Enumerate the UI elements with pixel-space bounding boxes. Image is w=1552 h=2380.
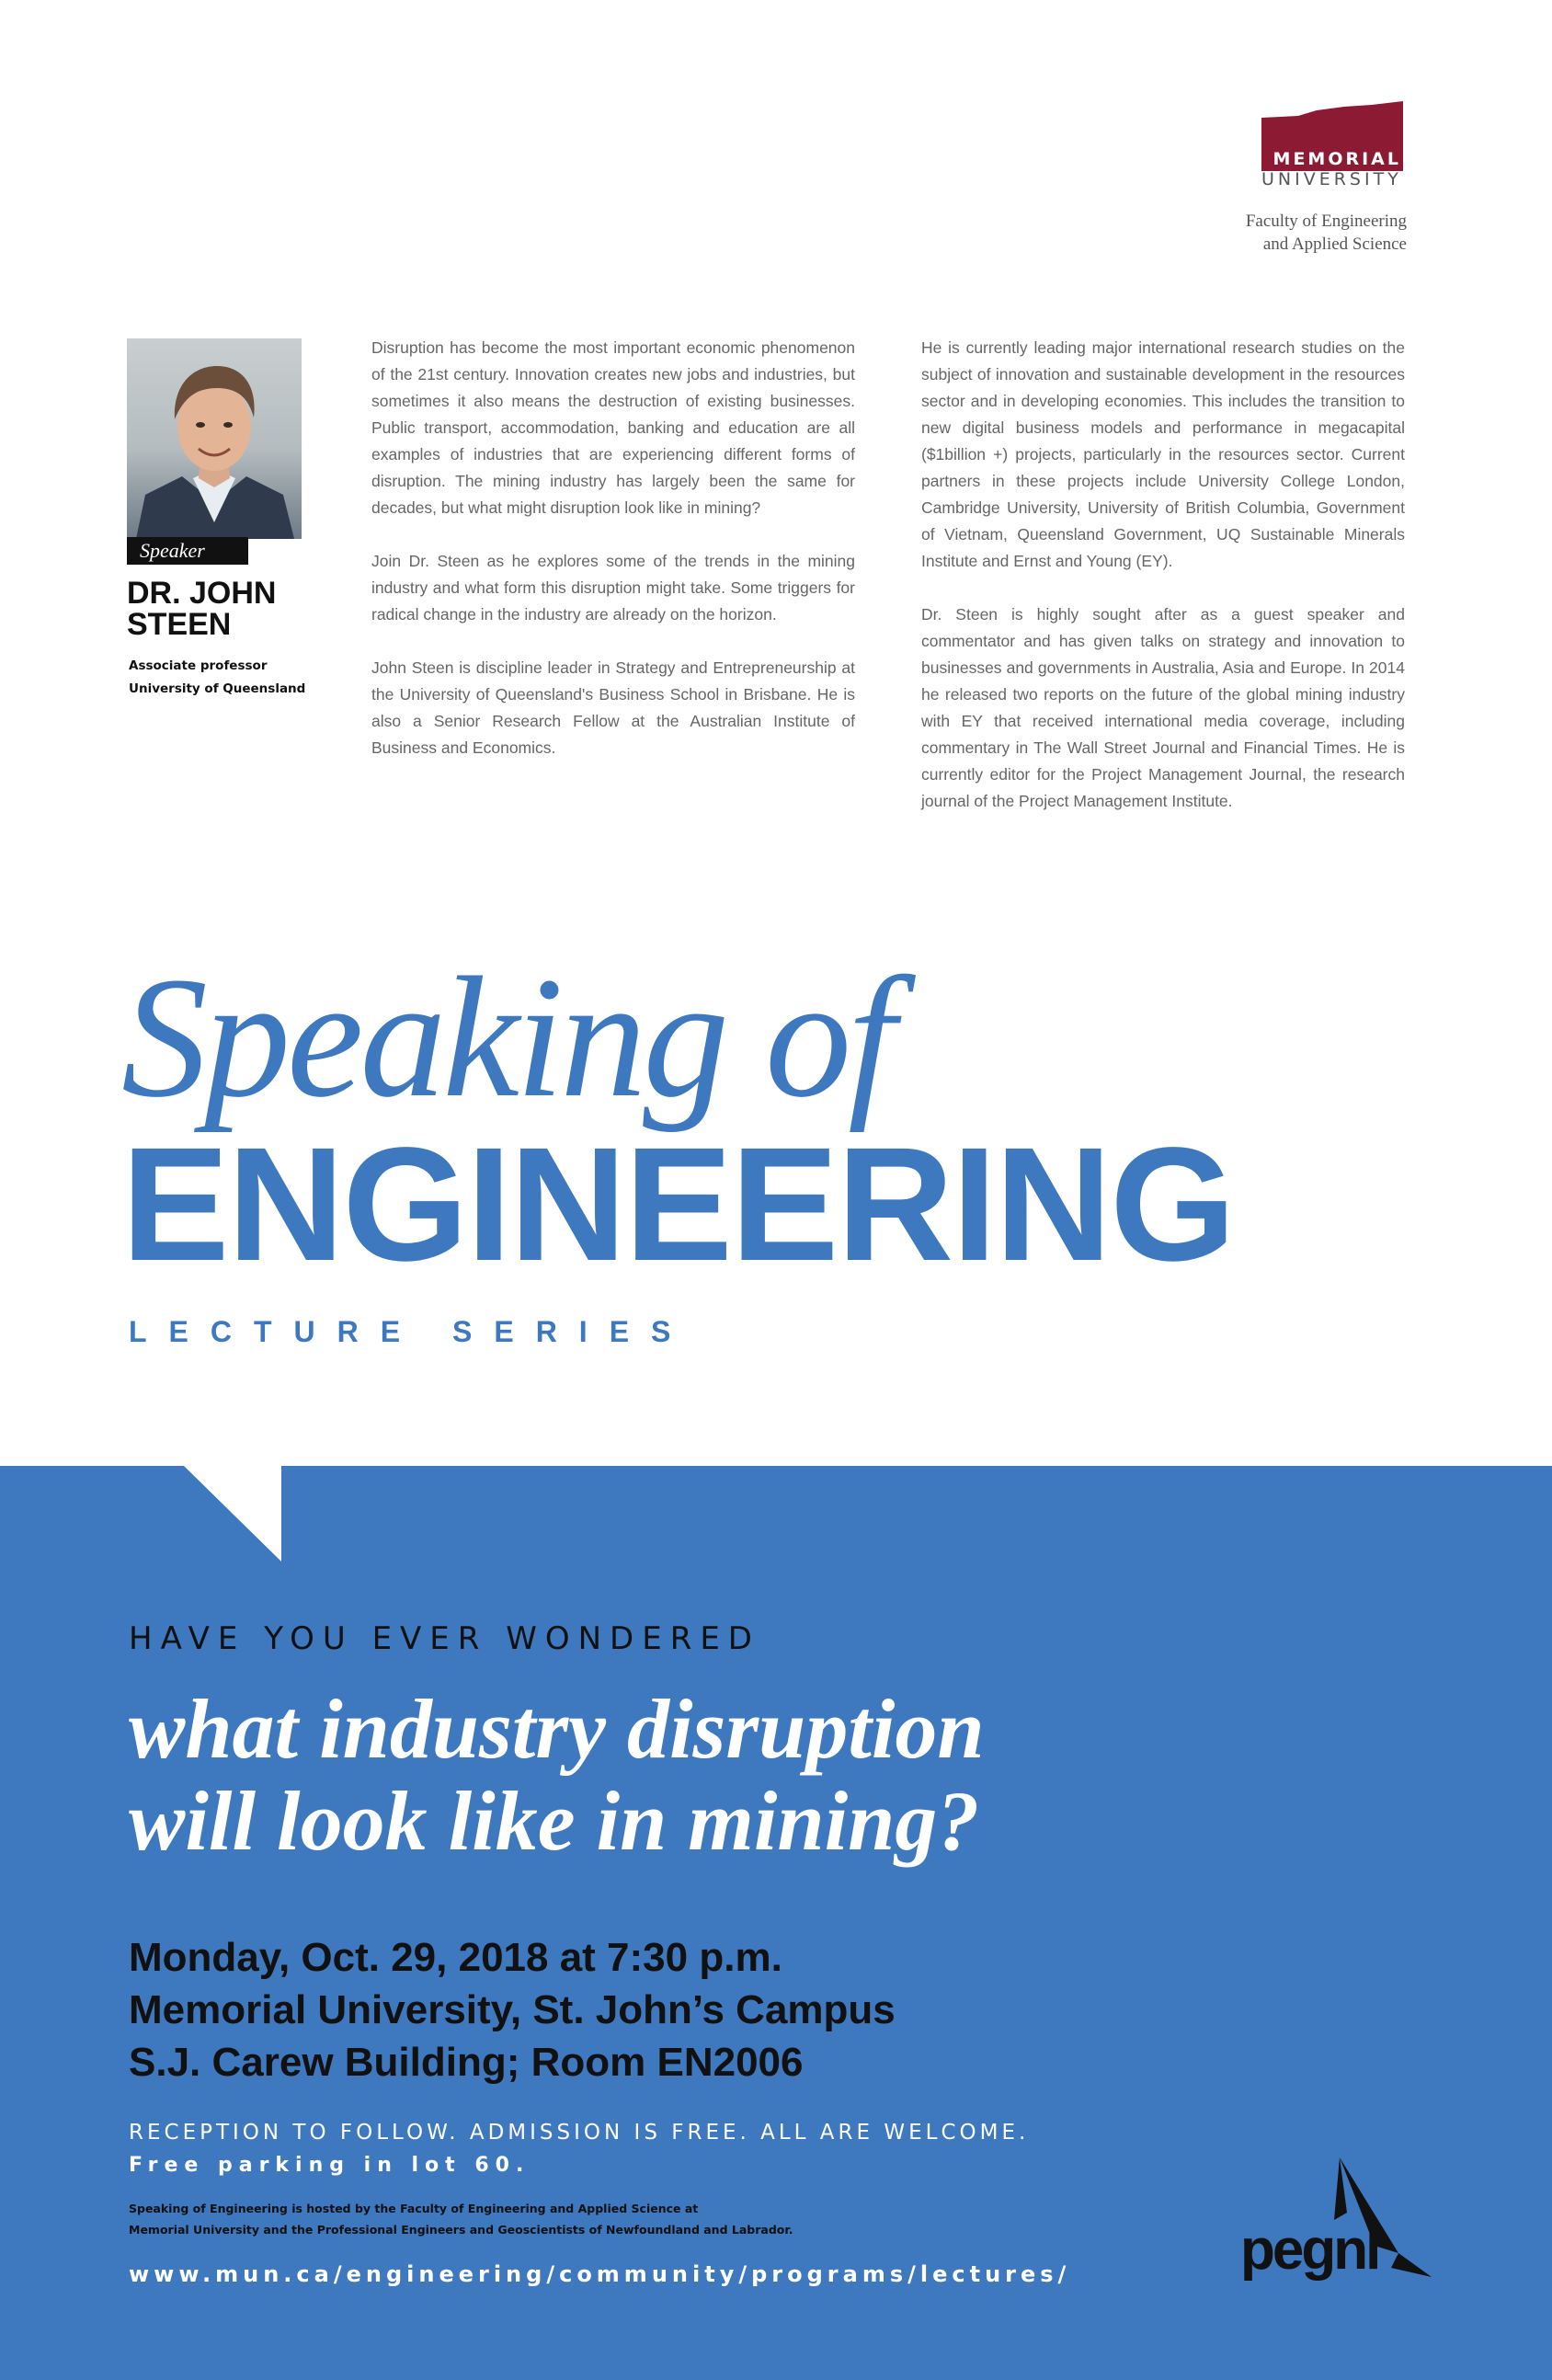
- question-lead: HAVE YOU EVER WONDERED: [129, 1620, 760, 1657]
- title-series: LECTURE SERIES: [129, 1315, 693, 1348]
- event-room: S.J. Carew Building; Room EN2006: [129, 2040, 804, 2085]
- bio-paragraph: John Steen is discipline leader in Strategy and Entrepreneurship at the University of Queensland's Business School in Brisbane. He is also a Senior Research Fellow at the Australian Institute of Business and Economics.: [371, 658, 855, 757]
- host-line1: Speaking of Engineering is hosted by the Faculty of Engineering and Applied Science at: [129, 2202, 699, 2215]
- speaker-title-line2: University of Queensland: [129, 681, 306, 696]
- logo-faculty: [1168, 210, 1407, 256]
- speaker-name: [127, 578, 338, 640]
- event-campus: Memorial University, St. John’s Campus: [129, 1987, 896, 2032]
- website-link[interactable]: www.mun.ca/engineering/community/programs/lectures/: [129, 2261, 1071, 2287]
- speaker-photo: [127, 338, 302, 539]
- host-line2: Memorial University and the Professional Engineers and Geoscientists of Newfoundland and Labrador.: [129, 2223, 793, 2237]
- logo-name: MEMORIAL: [1272, 149, 1401, 169]
- speech-notch-shape: [0, 1466, 294, 1567]
- title-main: ENGINEERING: [121, 1115, 1235, 1295]
- question-line2: will look like in mining?: [129, 1774, 980, 1868]
- bio-left-column: [371, 335, 855, 788]
- speaker-name-line2: STEEN: [127, 607, 232, 642]
- speaker-name-line1: DR. JOHN: [127, 576, 277, 611]
- host-note: [129, 2198, 956, 2240]
- speaker-tag: Speaker: [127, 537, 248, 565]
- pegnl-logo: [1237, 2157, 1439, 2286]
- pegnl-wordmark: pegnl: [1240, 2218, 1379, 2282]
- bio-paragraph: Join Dr. Steen as he explores some of the trends in the mining industry and what form this disruption might take. Some triggers for radical change in the industry are already on the horizon.: [371, 552, 855, 624]
- bio-paragraph: Dr. Steen is highly sought after as a guest speaker and commentator and has given talks on strategy and innovation to businesses and governments in Australia, Asia and Europe. In 2014 he released two reports on the future of the global mining industry with EY that received international media coverage, including commentary in The Wall Street Journal and Financial Times. He is currently editor for the Project Management Journal, the research journal of the Project Management Institute.: [921, 605, 1405, 810]
- bio-right-column: [921, 335, 1405, 841]
- event-date: Monday, Oct. 29, 2018 at 7:30 p.m.: [129, 1935, 782, 1980]
- logo-faculty-line1: Faculty of Engineering: [1245, 212, 1407, 231]
- parking-note: Free parking in lot 60.: [129, 2154, 531, 2177]
- speaker-title-line1: Associate professor: [129, 658, 268, 673]
- logo-faculty-line2: and Applied Science: [1262, 235, 1407, 254]
- memorial-university-logo: [1223, 101, 1407, 262]
- reception-note: RECEPTION TO FOLLOW. ADMISSION IS FREE. ALL ARE WELCOME.: [129, 2121, 1030, 2145]
- bio-paragraph: Disruption has become the most important economic phenomenon of the 21st century. Innovation creates new jobs and industries, but sometimes it also means the destruction of existing businesses. Public transport, accommodation, banking and education are all examples of industries that are experiencing different forms of disruption. The mining industry has largely been the same for decades, but what might disruption look like in mining?: [371, 338, 855, 517]
- logo-sub: UNIVERSITY: [1261, 169, 1402, 189]
- event-details: [129, 1931, 1232, 2088]
- bio-paragraph: He is currently leading major international research studies on the subject of innovation and sustainable development in the resources sector and in developing economies. This includes the transition to new digital business models and performance in megacapital ($1billion +) projects, particularly in the resources sector. Current partners in these projects include University College London, Cambridge University, University of British Columbia, Government of Vietnam, Queensland Government, UQ Sustainable Minerals Institute and Ernst and Young (EY).: [921, 338, 1405, 570]
- question-main: [129, 1683, 1324, 1867]
- speaker-title: [129, 655, 340, 701]
- title-script: Speaking of: [121, 941, 893, 1133]
- question-line1: what industry disruption: [129, 1682, 985, 1776]
